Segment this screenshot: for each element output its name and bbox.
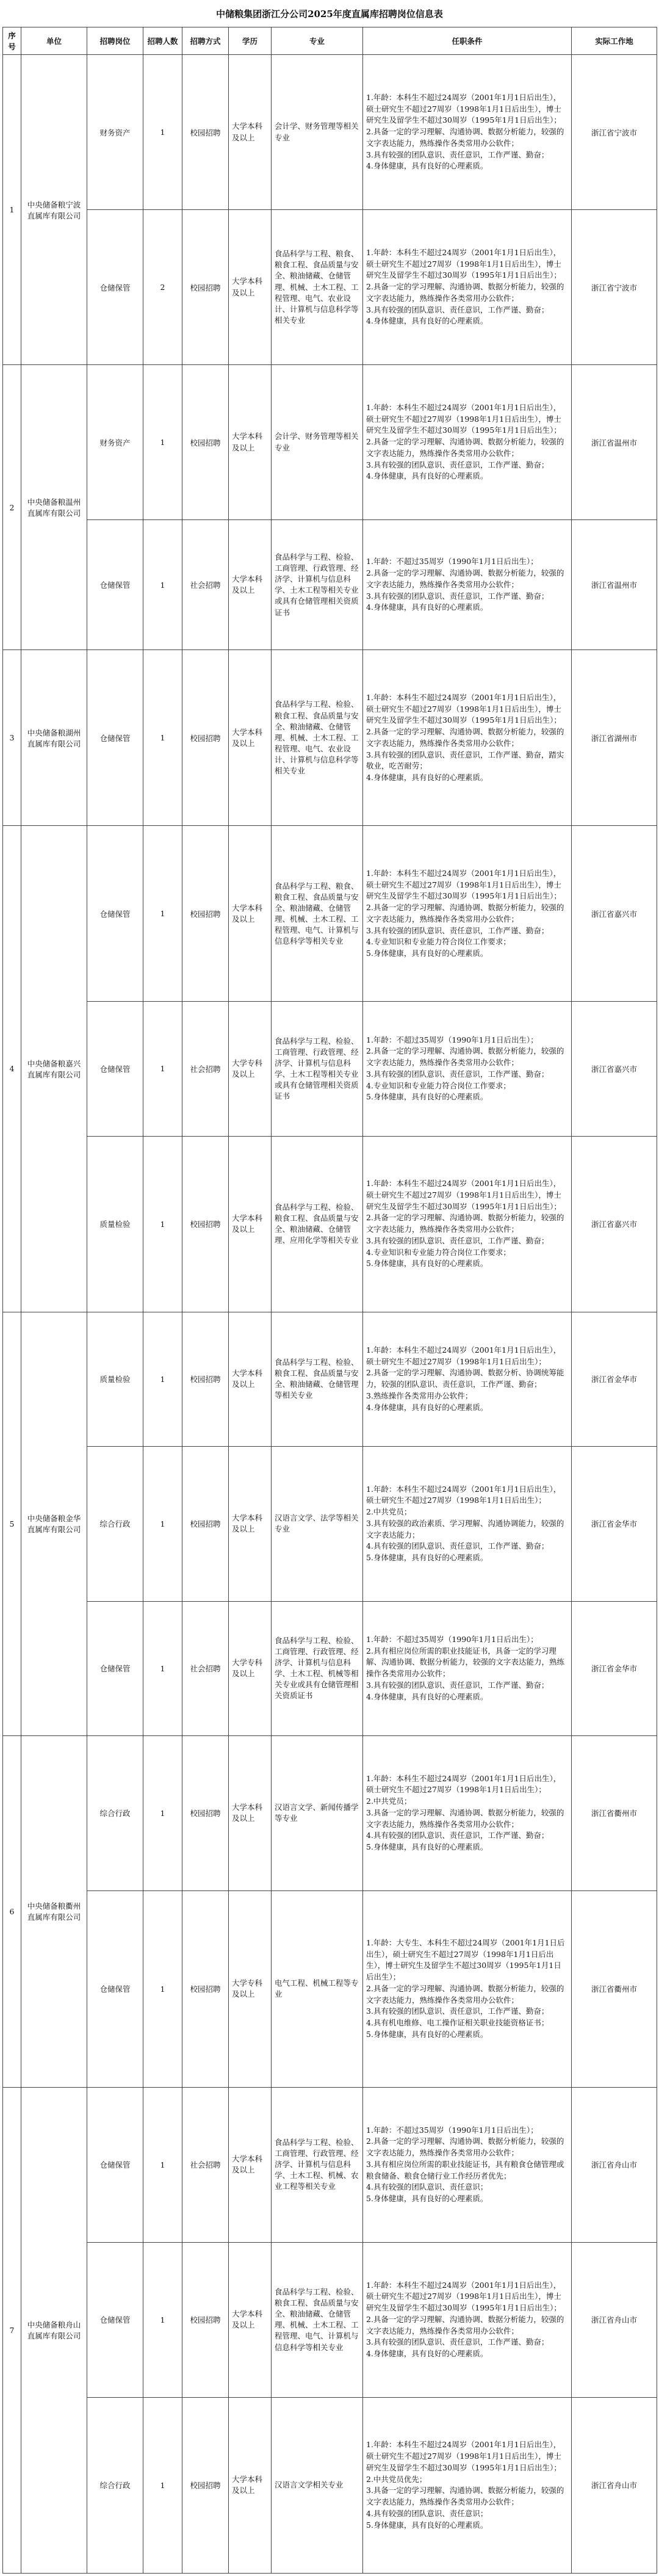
- hire-method: 社会招聘: [182, 1002, 229, 1136]
- unit-name: 中央储备粮温州直属库有限公司: [21, 365, 87, 650]
- requirements-text: 1.年龄：不超过35周岁（1990年1月1日后出生）； 2.具备一定的学习理解、沟通协调、数据分析能力，较强的文字表达能力，熟练操作各类常用办公软件； 3.具有较强的团队意识、责任意识，工作严谨、勤奋； 4.身体健康，具有良好的心理素质。: [363, 520, 572, 650]
- education-level: 大学本科及以上: [229, 2397, 272, 2573]
- row-number: 3: [3, 650, 21, 826]
- work-location: 浙江省温州市: [572, 520, 657, 650]
- post-name: 仓储保管: [87, 520, 143, 650]
- hire-count: 1: [143, 2242, 182, 2397]
- major-list: 食品科学与工程、粮食、粮食工程、食品质量与安全、粮油储藏、仓储管理、机械、土木工程、工程管理、电气、计算机与信息科学等相关专业: [272, 826, 363, 1002]
- hire-method: 校园招聘: [182, 2397, 229, 2573]
- unit-name: 中央储备粮舟山直属库有限公司: [21, 2087, 87, 2573]
- hire-count: 1: [143, 1446, 182, 1601]
- row-number: 5: [3, 1312, 21, 1735]
- hire-method: 校园招聘: [182, 1136, 229, 1312]
- education-level: 大学本科及以上: [229, 1446, 272, 1601]
- education-level: 大学本科及以上: [229, 1735, 272, 1890]
- work-location: 浙江省宁波市: [572, 55, 657, 210]
- hire-count: 1: [143, 1312, 182, 1446]
- post-name: 仓储保管: [87, 826, 143, 1002]
- hire-count: 1: [143, 1735, 182, 1890]
- hire-count: 1: [143, 365, 182, 520]
- post-name: 仓储保管: [87, 2242, 143, 2397]
- work-location: 浙江省衢州市: [572, 1735, 657, 1890]
- post-name: 仓储保管: [87, 1890, 143, 2087]
- major-list: 会计学、财务管理等相关专业: [272, 365, 363, 520]
- post-name: 仓储保管: [87, 1002, 143, 1136]
- hire-method: 校园招聘: [182, 210, 229, 365]
- unit-name: 中央储备粮嘉兴直属库有限公司: [21, 826, 87, 1312]
- post-name: 仓储保管: [87, 210, 143, 365]
- hire-count: 1: [143, 2087, 182, 2242]
- table-row: [3, 1002, 657, 1136]
- header-education: 学历: [229, 27, 272, 55]
- header-work-location: 实际工作地: [572, 27, 657, 55]
- table-row: [3, 1136, 657, 1312]
- major-list: 会计学、财务管理等相关专业: [272, 55, 363, 210]
- unit-name: 中央储备粮宁波直属库有限公司: [21, 55, 87, 365]
- hire-count: 1: [143, 2397, 182, 2573]
- hire-method: 社会招聘: [182, 1601, 229, 1735]
- requirements-text: 1.年龄：不超过35周岁（1990年1月1日后出生）； 2.具有相应岗位所需的职业技能证书，具备一定的学习理解、沟通协调、数据分析能力，较强的文字表达能力，熟练操作各类常用办公软件； 3.具有较强的团队意识、责任意识，工作严谨、勤奋； 4.身体健康，具有良好的心理素质。: [363, 1601, 572, 1735]
- requirements-text: 1.年龄：本科生不超过24周岁（2001年1月1日后出生），硕士研究生不超过27周岁（1998年1月1日后出生），博士研究生及留学生不超过30周岁（1995年1月1日后出生）； 2.具备一定的学习理解、沟通协调、数据分析能力，较强的文字表达能力，熟练操作各类常用办公软件； 3.具有较强的团队意识、责任意识，工作严谨、勤奋； 4.身体健康，具有良好的心理素质。: [363, 210, 572, 365]
- major-list: 食品科学与工程、检验、粮食工程、食品质量与安全、粮油储藏、仓储管理、应用化学等相关专业: [272, 1136, 363, 1312]
- table-row: [3, 650, 657, 826]
- education-level: 大学本科及以上: [229, 1136, 272, 1312]
- table-row: [3, 365, 657, 520]
- hire-method: 社会招聘: [182, 2087, 229, 2242]
- major-list: 汉语言文学、法学等相关专业: [272, 1446, 363, 1601]
- hire-method: 校园招聘: [182, 826, 229, 1002]
- recruitment-table: [2, 27, 657, 2574]
- work-location: 浙江省舟山市: [572, 2242, 657, 2397]
- hire-count: 1: [143, 650, 182, 826]
- major-list: 食品科学与工程、检验、粮食工程、食品质量与安全、粮油储藏、仓储管理、机械、土木工程、工程管理、电气、计算机与信息科学等相关专业: [272, 2242, 363, 2397]
- work-location: 浙江省舟山市: [572, 2087, 657, 2242]
- table-row: [3, 55, 657, 210]
- post-name: 仓储保管: [87, 1601, 143, 1735]
- hire-method: 校园招聘: [182, 1312, 229, 1446]
- hire-count: 2: [143, 210, 182, 365]
- requirements-text: 1.年龄：本科生不超过24周岁（2001年1月1日后出生），硕士研究生不超过27周岁（1998年1月1日后出生）； 2.中共党员； 3.具有较强的政治素质、学习理解、沟通协调能力，较强的文字表达能力； 4.具有较强的团队意识、责任意识，工作严谨、勤奋； 5.身体健康，具有良好的心理素质。: [363, 1446, 572, 1601]
- major-list: 食品科学与工程、检验、粮食工程、食品质量与安全、粮油储藏、仓储管理等相关专业: [272, 1312, 363, 1446]
- table-row: [3, 520, 657, 650]
- table-row: [3, 1735, 657, 1890]
- post-name: 仓储保管: [87, 650, 143, 826]
- work-location: 浙江省嘉兴市: [572, 1002, 657, 1136]
- table-row: [3, 1890, 657, 2087]
- hire-count: 1: [143, 1136, 182, 1312]
- education-level: 大学本科及以上: [229, 1312, 272, 1446]
- education-level: 大学本科及以上: [229, 650, 272, 826]
- education-level: 大学本科及以上: [229, 2087, 272, 2242]
- unit-name: 中央储备粮湖州直属库有限公司: [21, 650, 87, 826]
- header-requirements: 任职条件: [363, 27, 572, 55]
- work-location: 浙江省嘉兴市: [572, 1136, 657, 1312]
- table-header-row: [3, 27, 657, 55]
- hire-count: 1: [143, 520, 182, 650]
- requirements-text: 1.年龄：大专生、本科生不超过24周岁（2001年1月1日后出生），硕士研究生不超过27周岁（1998年1月1日后出生），博士研究生及留学生不超过30周岁（1995年1月1日后出生）； 2.具备一定的学习理解、沟通协调、数据分析能力，较强的文字表达能力，熟练操作各类常用办公软件； 3.具有较强的团队意识、责任意识，工作严谨、勤奋； 4.具有机电维修、电工操作证相关职业技能资格证书； 5.身体健康，具有良好的心理素质。: [363, 1890, 572, 2087]
- hire-count: 1: [143, 55, 182, 210]
- major-list: 食品科学与工程、检验、工商管理、行政管理、经济学、计算机与信息科学、土木工程等相关专业或具有仓储管理相关资质证书: [272, 1002, 363, 1136]
- requirements-text: 1.年龄：本科生不超过24周岁（2001年1月1日后出生），硕士研究生不超过27周岁（1998年1月1日后出生），博士研究生及留学生不超过30周岁（1995年1月1日后出生）； 2.中共党员优先； 3.具备一定的学习理解、沟通协调、数据分析能力，较强的文字表达能力，熟练操作各类常用办公软件； 4.具有较强的团队意识、责任意识； 5.身体健康，具有良好的心理素质。: [363, 2397, 572, 2573]
- hire-method: 校园招聘: [182, 2242, 229, 2397]
- hire-method: 校园招聘: [182, 1446, 229, 1601]
- requirements-text: 1.年龄：本科生不超过24周岁（2001年1月1日后出生），硕士研究生不超过27周岁（1998年1月1日后出生），博士研究生及留学生不超过30周岁（1995年1月1日后出生）； 2.具备一定的学习理解、沟通协调、数据分析能力，较强的文字表达能力，熟练操作各类常用办公软件； 3.具有较强的团队意识、责任意识，工作严谨、勤奋，踏实敬业，吃苦耐劳； 4.身体健康，具有良好的心理素质。: [363, 650, 572, 826]
- major-list: 汉语言文学、新闻传播学等专业: [272, 1735, 363, 1890]
- requirements-text: 1.年龄：本科生不超过24周岁（2001年1月1日后出生），硕士研究生不超过27周岁（1998年1月1日后出生）； 2.具备一定的学习理解、沟通协调、数据分析、协调统筹能力，较强的团队意识、责任意识，工作严谨、勤奋； 3.熟练操作各类常用办公软件； 4.身体健康，具有良好的心理素质。: [363, 1312, 572, 1446]
- education-level: 大学本科及以上: [229, 2242, 272, 2397]
- header-count: 招聘人数: [143, 27, 182, 55]
- unit-name: 中央储备粮衢州直属库有限公司: [21, 1735, 87, 2087]
- table-row: [3, 2397, 657, 2573]
- post-name: 财务资产: [87, 365, 143, 520]
- table-row: [3, 1312, 657, 1446]
- work-location: 浙江省金华市: [572, 1312, 657, 1446]
- hire-count: 1: [143, 1002, 182, 1136]
- post-name: 财务资产: [87, 55, 143, 210]
- post-name: 质量检验: [87, 1312, 143, 1446]
- education-level: 大学本科及以上: [229, 365, 272, 520]
- table-row: [3, 210, 657, 365]
- work-location: 浙江省金华市: [572, 1601, 657, 1735]
- major-list: 食品科学与工程、粮食、粮食工程、食品质量与安全、粮油储藏、仓储管理、机械、土木工程、工程管理、电气、农业设计、计算机与信息科学等相关专业: [272, 210, 363, 365]
- education-level: 大学专科及以上: [229, 1601, 272, 1735]
- table-row: [3, 1446, 657, 1601]
- major-list: 电气工程、机械工程等专业: [272, 1890, 363, 2087]
- requirements-text: 1.年龄：本科生不超过24周岁（2001年1月1日后出生），硕士研究生不超过27周岁（1998年1月1日后出生）； 2.中共党员； 3.具备一定的学习理解、沟通协调、数据分析能力，较强的文字表达能力，熟练操作各类常用办公软件； 4.具有较强的团队意识、责任意识，工作严谨、勤奋； 5.身体健康，具有良好的心理素质。: [363, 1735, 572, 1890]
- header-post: 招聘岗位: [87, 27, 143, 55]
- major-list: 食品科学与工程、检验、工商管理、行政管理、经济学、计算机与信息科学、土木工程等相关专业或具有仓储管理相关资质证书: [272, 520, 363, 650]
- work-location: 浙江省嘉兴市: [572, 826, 657, 1002]
- row-number: 2: [3, 365, 21, 650]
- education-level: 大学本科及以上: [229, 55, 272, 210]
- education-level: 大学本科及以上: [229, 826, 272, 1002]
- work-location: 浙江省温州市: [572, 365, 657, 520]
- requirements-text: 1.年龄：本科生不超过24周岁（2001年1月1日后出生），硕士研究生不超过27周岁（1998年1月1日后出生），博士研究生及留学生不超过30周岁（1995年1月1日后出生）； 2.具备一定的学习理解、沟通协调、数据分析能力，较强的文字表达能力，熟练操作各类常用办公软件； 3.具有较强的团队意识、责任意识，工作严谨、勤奋； 4.身体健康，具有良好的心理素质。: [363, 365, 572, 520]
- post-name: 综合行政: [87, 2397, 143, 2573]
- hire-method: 校园招聘: [182, 650, 229, 826]
- table-row: [3, 2087, 657, 2242]
- table-row: [3, 826, 657, 1002]
- row-number: 7: [3, 2087, 21, 2573]
- major-list: 食品科学与工程、检验、粮食工程、食品质量与安全、粮油储藏、仓储管理、机械、土木工程、工程管理、电气、农业设计、计算机与信息科学等相关专业: [272, 650, 363, 826]
- table-row: [3, 2242, 657, 2397]
- hire-count: 1: [143, 826, 182, 1002]
- hire-method: 校园招聘: [182, 1890, 229, 2087]
- header-no: 序号: [3, 27, 21, 55]
- header-unit: 单位: [21, 27, 87, 55]
- table-row: [3, 1601, 657, 1735]
- major-list: 食品科学与工程、检验、工商管理、行政管理、经济学、计算机与信息科学、土木工程、机械等相关专业或具有仓储管理相关资质证书: [272, 1601, 363, 1735]
- education-level: 大学本科及以上: [229, 210, 272, 365]
- education-level: 大学本科及以上: [229, 520, 272, 650]
- education-level: 大学专科及以上: [229, 1890, 272, 2087]
- hire-count: 1: [143, 1890, 182, 2087]
- hire-method: 校园招聘: [182, 55, 229, 210]
- major-list: 食品科学与工程、检验、工商管理、行政管理、经济学、计算机与信息科学、土木工程、机械、农业工程等相关专业: [272, 2087, 363, 2242]
- requirements-text: 1.年龄：本科生不超过24周岁（2001年1月1日后出生），硕士研究生不超过27周岁（1998年1月1日后出生），博士研究生及留学生不超过30周岁（1995年1月1日后出生）； 2.具备一定的学习理解、沟通协调、数据分析能力，较强的文字表达能力，熟练操作各类常用办公软件； 3.具有较强的团队意识、责任意识，工作严谨、勤奋； 4.专业知识和专业能力符合岗位工作要求； 5.身体健康，具有良好的心理素质。: [363, 826, 572, 1002]
- header-method: 招聘方式: [182, 27, 229, 55]
- hire-count: 1: [143, 1601, 182, 1735]
- hire-method: 校园招聘: [182, 365, 229, 520]
- post-name: 综合行政: [87, 1446, 143, 1601]
- row-number: 6: [3, 1735, 21, 2087]
- post-name: 仓储保管: [87, 2087, 143, 2242]
- row-number: 1: [3, 55, 21, 365]
- work-location: 浙江省金华市: [572, 1446, 657, 1601]
- post-name: 综合行政: [87, 1735, 143, 1890]
- row-number: 4: [3, 826, 21, 1312]
- requirements-text: 1.年龄：不超过35周岁（1990年1月1日后出生）； 2.具备一定的学习理解、沟通协调、数据分析能力，较强的文字表达能力，熟练操作各类常用办公软件； 3.具有相应岗位所需的职业技能证书，具有粮食仓储管理或粮食储备、粮食仓储行业工作经历者优先； 4.具有较强的团队意识、责任意识； 5.身体健康，具有良好的心理素质。: [363, 2087, 572, 2242]
- requirements-text: 1.年龄：本科生不超过24周岁（2001年1月1日后出生），硕士研究生不超过27周岁（1998年1月1日后出生），博士研究生及留学生不超过30周岁（1995年1月1日后出生）； 2.具备一定的学习理解、沟通协调、数据分析能力，较强的文字表达能力，熟练操作各类常用办公软件； 3.具有较强的团队意识、责任意识，工作严谨、勤奋； 4.专业知识和专业能力符合岗位工作要求； 5.身体健康，具有良好的心理素质。: [363, 1136, 572, 1312]
- requirements-text: 1.年龄：本科生不超过24周岁（2001年1月1日后出生），硕士研究生不超过27周岁（1998年1月1日后出生），博士研究生及留学生不超过30周岁（1995年1月1日后出生）； 2.具备一定的学习理解、沟通协调、数据分析能力，较强的文字表达能力，熟练操作各类常用办公软件； 3.具有较强的团队意识、责任意识，工作严谨、勤奋； 4.身体健康，具有良好的心理素质。: [363, 2242, 572, 2397]
- work-location: 浙江省衢州市: [572, 1890, 657, 2087]
- requirements-text: 1.年龄：本科生不超过24周岁（2001年1月1日后出生），硕士研究生不超过27周岁（1998年1月1日后出生），博士研究生及留学生不超过30周岁（1995年1月1日后出生）； 2.具备一定的学习理解、沟通协调、数据分析能力，较强的文字表达能力，熟练操作各类常用办公软件； 3.具有较强的团队意识、责任意识，工作严谨、勤奋； 4.身体健康，具有良好的心理素质。: [363, 55, 572, 210]
- hire-method: 社会招聘: [182, 520, 229, 650]
- hire-method: 校园招聘: [182, 1735, 229, 1890]
- requirements-text: 1.年龄：不超过35周岁（1990年1月1日后出生）； 2.具备一定的学习理解、沟通协调、数据分析能力，较强的文字表达能力，熟练操作各类常用办公软件； 3.具有较强的团队意识、责任意识，工作严谨、勤奋； 4.专业知识和专业能力符合岗位工作要求； 5.身体健康，具有良好的心理素质。: [363, 1002, 572, 1136]
- major-list: 汉语言文学相关专业: [272, 2397, 363, 2573]
- work-location: 浙江省舟山市: [572, 2397, 657, 2573]
- document-title: 中储粮集团浙江分公司2025年度直属库招聘岗位信息表: [216, 8, 443, 20]
- post-name: 质量检验: [87, 1136, 143, 1312]
- unit-name: 中央储备粮金华直属库有限公司: [21, 1312, 87, 1735]
- education-level: 大学专科及以上: [229, 1002, 272, 1136]
- header-major: 专业: [272, 27, 363, 55]
- work-location: 浙江省宁波市: [572, 210, 657, 365]
- work-location: 浙江省湖州市: [572, 650, 657, 826]
- table-body: [3, 55, 657, 2574]
